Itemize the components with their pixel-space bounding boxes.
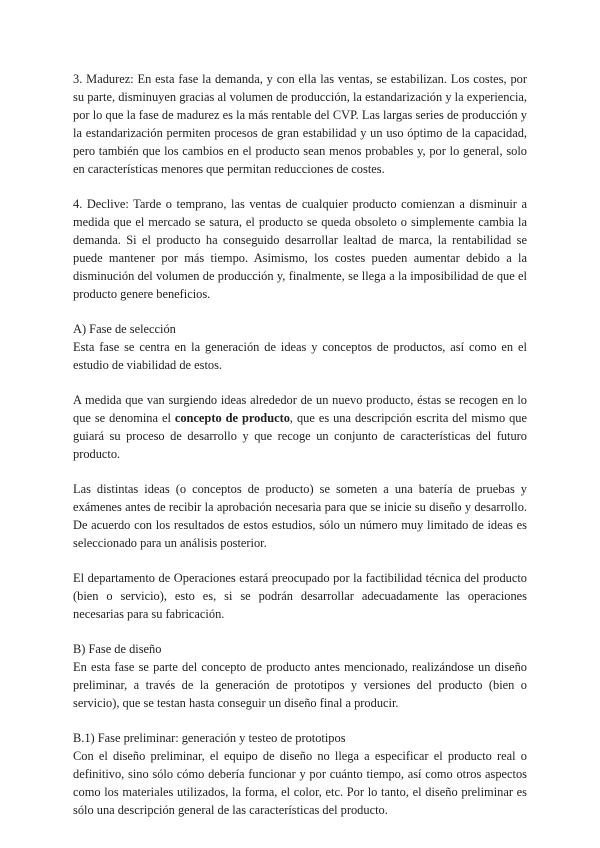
heading-fase-preliminar: B.1) Fase preliminar: generación y testeo de prototipos xyxy=(73,731,346,745)
paragraph-diseno-intro: En esta fase se parte del concepto de producto antes mencionado, realizándose un diseño preliminar, a través de la generación de prototipos y versiones del producto (bien o servicio), que se testan hasta conseguir un diseño final a producir. xyxy=(73,660,527,710)
concepto-bold-term: concepto de producto xyxy=(174,411,290,425)
concepto-text-pre: A medida que van surgiendo ideas alrededor de un nuevo producto, éstas se recogen en lo que se denomina el xyxy=(73,393,527,425)
paragraph-seleccion-intro: Esta fase se centra en la generación de ideas y conceptos de productos, así como en el estudio de viabilidad de estos. xyxy=(73,340,527,372)
paragraph-madurez: 3. Madurez: En esta fase la demanda, y con ella las ventas, se estabilizan. Los costes, por su parte, disminuyen gracias al volumen de producción, la estandarización y la experiencia, por lo que la fase de madurez es la más rentable del CVP. Las largas series de producción y la estandarización permiten procesos de gran estabilidad y un uso óptimo de la capacidad, pero también que los cambios en el producto sean menos probables y, por lo general, solo en características menores que permitan reducciones de costes. xyxy=(73,72,527,176)
paragraph-declive: 4. Declive: Tarde o temprano, las ventas de cualquier producto comienzan a disminuir a medida que el mercado se satura, el producto se queda obsoleto o simplemente cambia la demanda. Si el producto ha conseguido desarrollar lealtad de marca, la rentabilidad se puede mantener por más tiempo. Asimismo, los costes pueden aumentar debido a la disminución del volumen de producción y, finalmente, se llega a la imposibilidad de que el producto genere beneficios. xyxy=(73,197,527,301)
heading-fase-seleccion: A) Fase de selección xyxy=(73,322,176,336)
paragraph-ideas-pruebas: Las distintas ideas (o conceptos de producto) se someten a una batería de pruebas y exámenes antes de recibir la aprobación necesaria para que se inicie su diseño y desarrollo. De acuerdo con los resultados de estos estudios, sólo un número muy limitado de ideas es seleccionado para un análisis posterior. xyxy=(73,482,527,550)
paragraph-concepto-producto xyxy=(73,391,527,463)
paragraph-operaciones: El departamento de Operaciones estará preocupado por la factibilidad técnica del producto (bien o servicio), esto es, si se podrán desarrollar adecuadamente las operaciones necesarias para su fabricación. xyxy=(73,571,527,621)
document-page xyxy=(73,70,527,836)
concepto-text-post: , que es una descripción escrita del mismo que guiará su proceso de desarrollo y que recoge un conjunto de características del futuro producto. xyxy=(73,411,527,461)
paragraph-diseno-preliminar: Con el diseño preliminar, el equipo de diseño no llega a especificar el producto real o definitivo, sino sólo cómo debería funcionar y por cuánto tiempo, así como otros aspectos como los materiales utilizados, la forma, el color, etc. Por lo tanto, el diseño preliminar es sólo una descripción general de las características del producto. xyxy=(73,749,527,817)
heading-fase-diseno: B) Fase de diseño xyxy=(73,642,162,656)
